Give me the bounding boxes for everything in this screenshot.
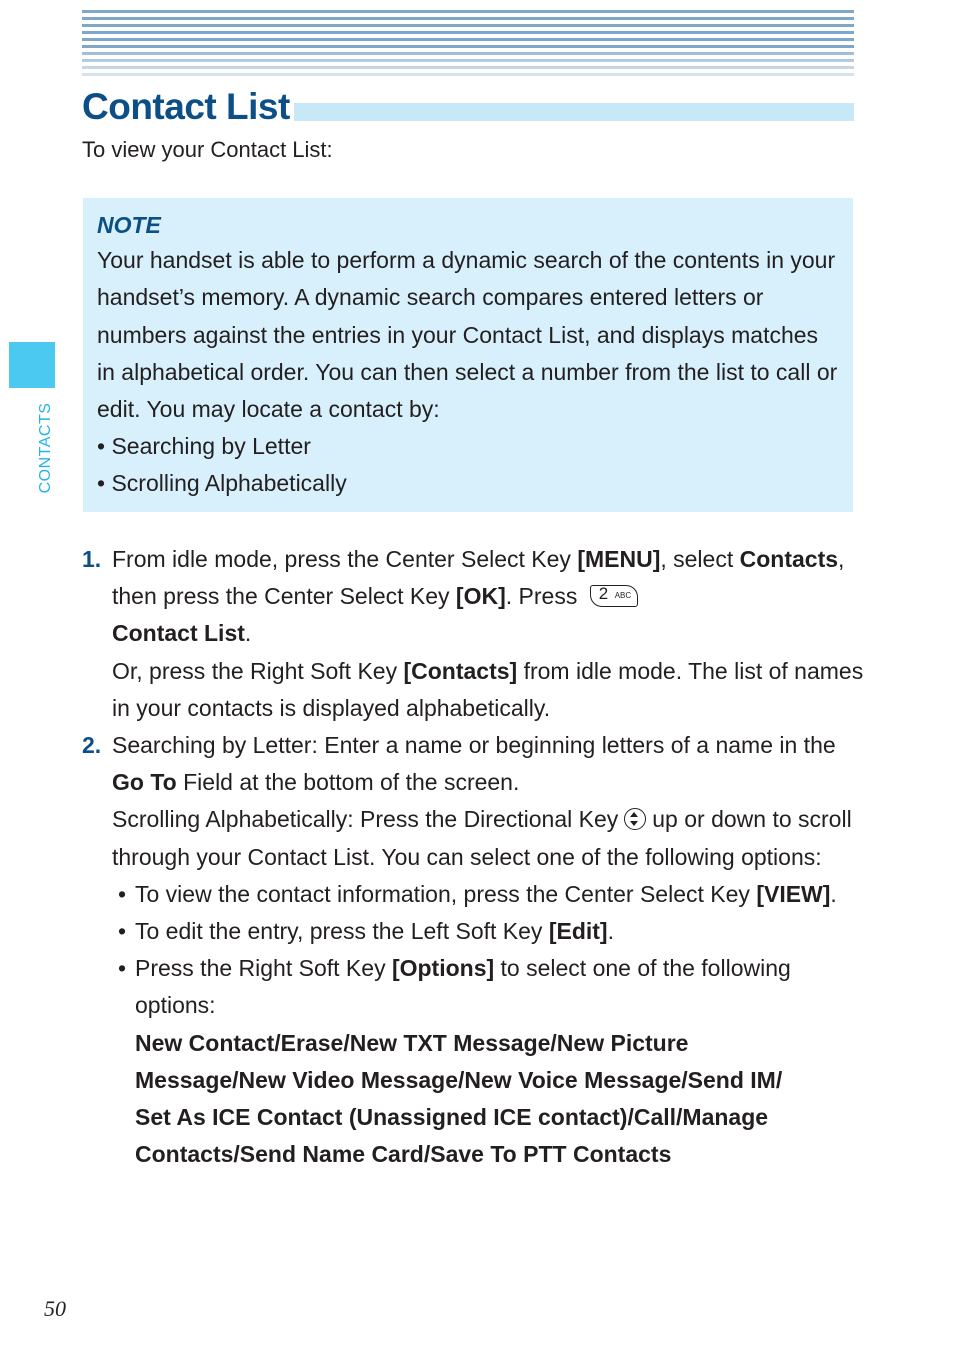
directional-key-icon <box>624 808 646 830</box>
step-paragraph: Searching by Letter: Enter a name or beginning letters of a name in the Go To Field at the bottom of the screen. <box>112 732 836 796</box>
step-2 <box>82 727 872 1173</box>
header-stripes <box>82 10 854 78</box>
side-tab <box>9 342 55 388</box>
step-number: 1. <box>82 546 102 572</box>
side-label: CONTACTS <box>37 402 54 494</box>
page-number: 50 <box>44 1296 66 1321</box>
key-2-icon: 2 ABC <box>590 585 638 607</box>
step-1 <box>82 541 872 727</box>
step-paragraph: Or, press the Right Soft Key [Contacts] from idle mode. The list of names in your contacts is displayed alphabetically. <box>112 657 864 721</box>
options-list <box>118 876 872 1174</box>
steps-list <box>82 541 872 1173</box>
list-item: • To view the contact information, press the Center Select Key [VIEW]. <box>118 880 837 907</box>
intro-text: To view your Contact List: <box>82 137 333 162</box>
step-number: 2. <box>82 732 102 759</box>
note-box <box>83 198 853 512</box>
page-title: Contact List <box>82 84 294 130</box>
note-bullet: • Scrolling Alphabetically <box>97 470 347 497</box>
note-text: Your handset is able to perform a dynamic search of the contents in your handset’s memory. A dynamic search compares entered letters or numbers against the entries in your Contact List, and displays matches in alphabetical order. You can then select a number from the list to call or edit. You may locate a contact by: <box>97 247 838 423</box>
list-item: • To edit the entry, press the Left Soft Key [Edit]. <box>118 918 614 945</box>
list-item: • Press the Right Soft Key [Options] to select one of the following options: New Contact/Erase/New TXT Message/New Picture Message/New Video Message/New Voice Message/Send IM/ Set As ICE Contact (Unassigned ICE contact)/Call/Manage Contacts/Send Name Card/Save To PTT Contacts <box>118 955 791 1168</box>
step-paragraph: From idle mode, press the Center Select Key [MENU], select Contacts, then press the Center Select Key [OK]. Press 2 ABC Contact List. <box>112 546 845 647</box>
note-title: NOTE <box>97 212 161 238</box>
step-paragraph: Scrolling Alphabetically: Press the Directional Key up or down to scroll through your Contact List. You can select one of the following options: <box>112 806 852 870</box>
note-bullet: • Searching by Letter <box>97 433 311 460</box>
options-text: New Contact/Erase/New TXT Message/New Picture Message/New Video Message/New Voice Message/Send IM/ Set As ICE Contact (Unassigned ICE contact)/Call/Manage Contacts/Send Name Card/Save To PTT Contacts <box>135 1029 783 1168</box>
